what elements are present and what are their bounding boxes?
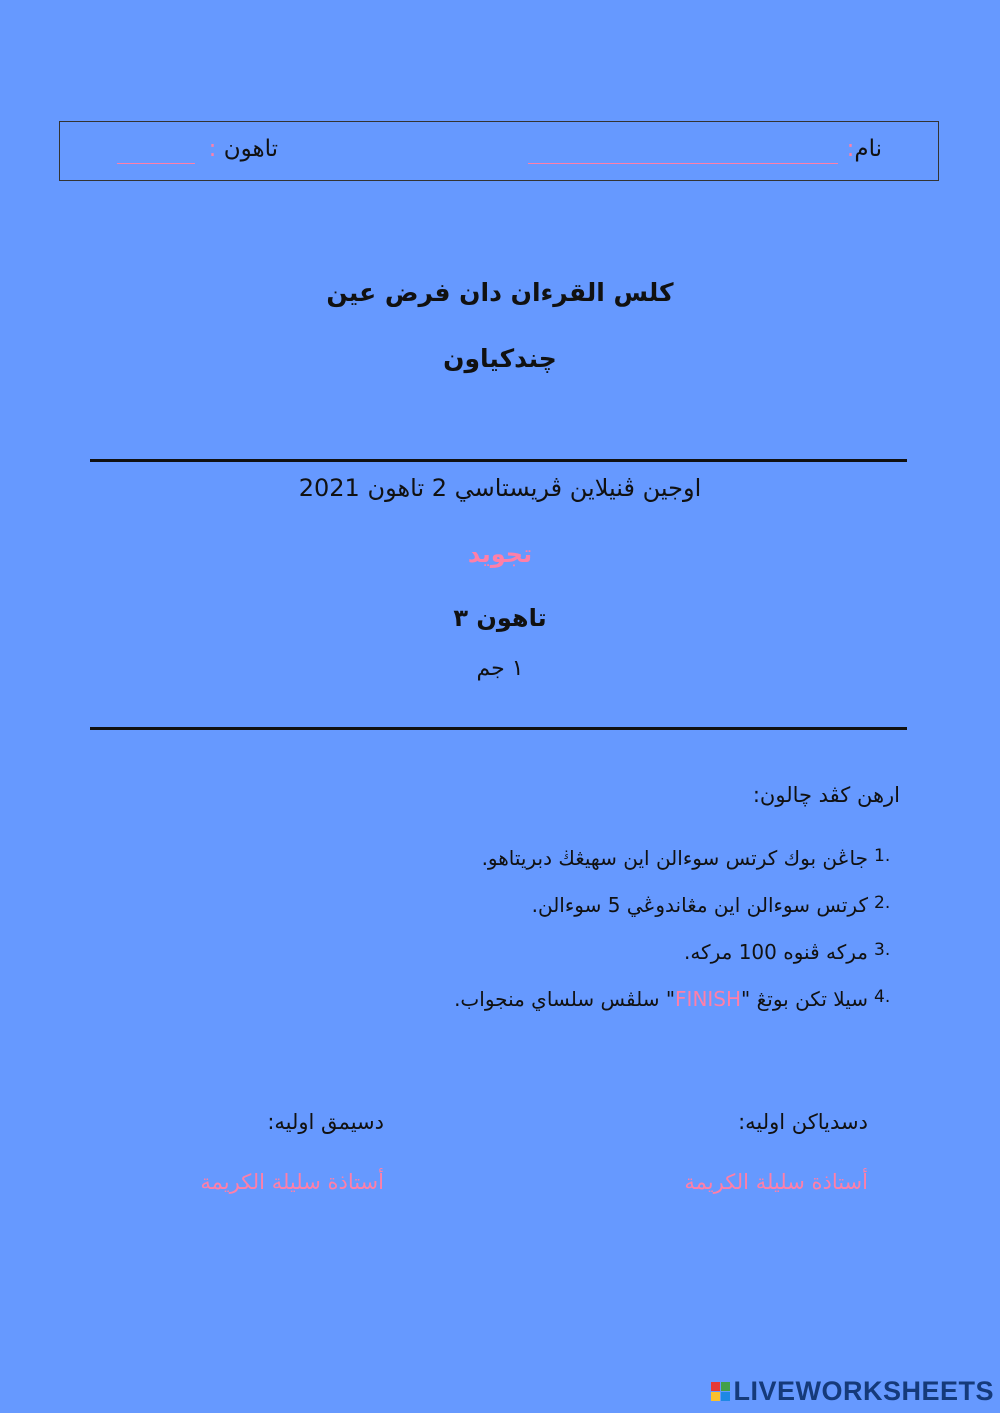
- liveworksheets-icon: [711, 1382, 730, 1401]
- instructions-heading: ارهن كڤد چالون:: [752, 783, 900, 807]
- page-subtitle: چندكياون: [443, 344, 557, 373]
- year-label: تاهون :: [208, 136, 278, 162]
- finish-highlight: FINISH: [675, 987, 742, 1011]
- prepared-by-label: دسدياكن اوليه:: [738, 1110, 868, 1134]
- duration: ١ جم: [476, 656, 524, 681]
- student-info-box: [59, 121, 939, 181]
- bottom-divider: [90, 727, 907, 730]
- instruction-item-2: 2. كرتس سوءالن اين مڠاندوڠي 5 سوءالن.: [531, 893, 891, 917]
- assessment-title: اوجين ڤنيلاين ڤريستاسي 2 تاهون 2021: [298, 474, 702, 502]
- subject-label: تجويد: [467, 540, 533, 568]
- prepared-by-name: أستاذة سليلة الكريمة: [684, 1170, 868, 1194]
- year-input-line[interactable]: [117, 163, 195, 164]
- liveworksheets-text: LIVEWORKSHEETS: [733, 1376, 994, 1406]
- name-label: نام:: [846, 136, 882, 162]
- checked-by-name: أستاذة سليلة الكريمة: [200, 1170, 384, 1194]
- instruction-item-1: 1. جاڠن بوك كرتس سوءالن اين سهيڠڬ دبريتاهو.: [481, 846, 891, 870]
- liveworksheets-logo: [711, 1376, 994, 1407]
- year-level: تاهون ٣: [453, 604, 547, 632]
- name-input-line[interactable]: [528, 163, 838, 164]
- instruction-item-4: 4. سيلا تكن بوتڠ "FINISH" سلڤس سلساي منجواب.: [454, 987, 891, 1011]
- checked-by-label: دسيمق اوليه:: [267, 1110, 384, 1134]
- top-divider: [90, 459, 907, 462]
- instruction-item-3: 3. مركه ڤنوه 100 مركه.: [683, 940, 891, 964]
- page-title: كلس القرءان دان فرض عين: [326, 278, 674, 307]
